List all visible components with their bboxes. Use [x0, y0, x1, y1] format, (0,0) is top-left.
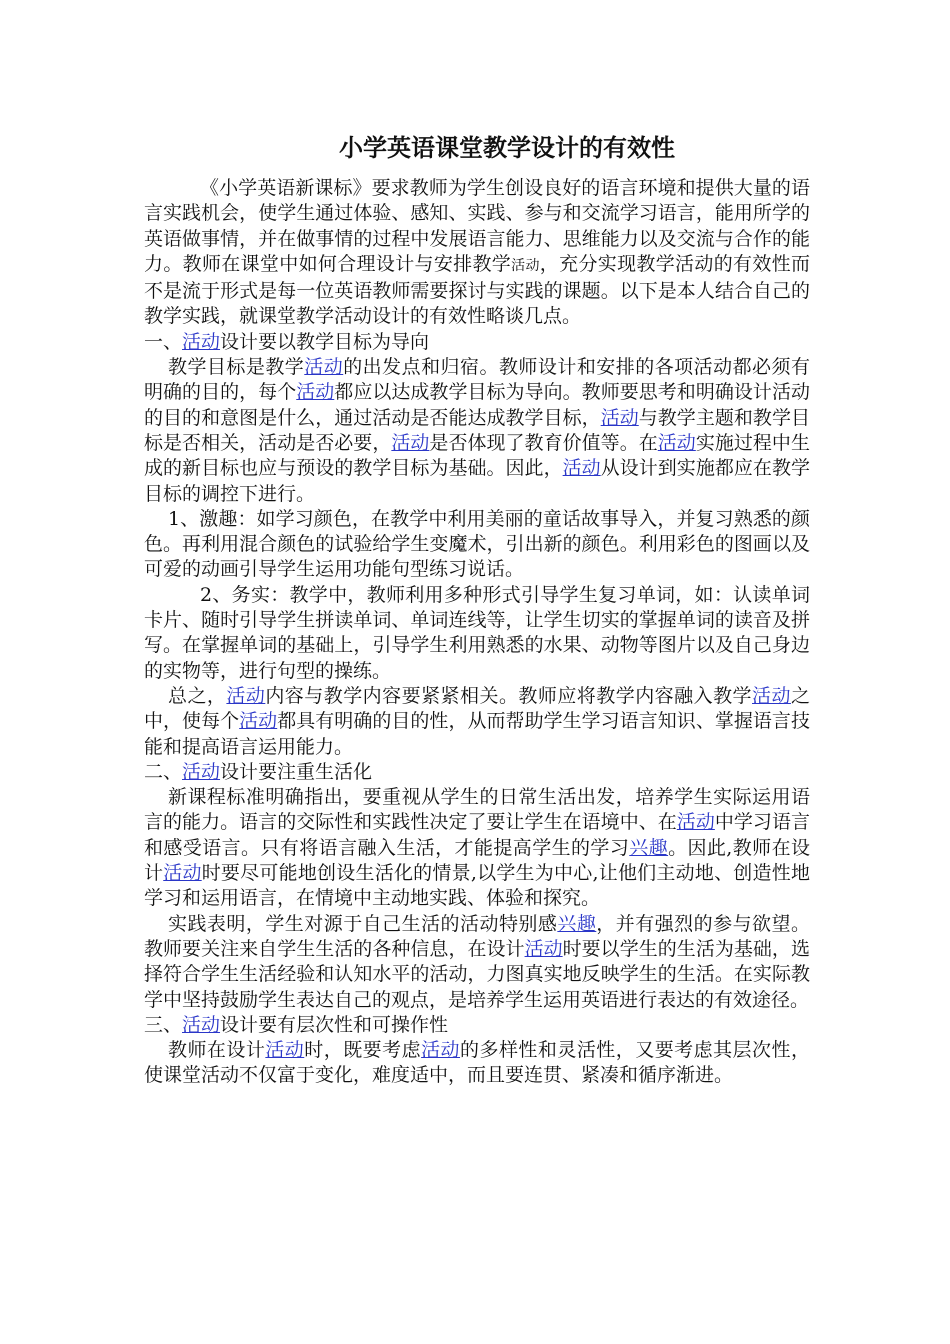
- link-activity[interactable]: 活动: [226, 684, 266, 707]
- link-activity[interactable]: 活动: [421, 1039, 461, 1062]
- link-activity[interactable]: 活动: [163, 862, 202, 885]
- text: 实施过程中生成的新目标也应与预设的教学目标为基础。因此，: [144, 431, 810, 480]
- text: 的多样性和灵活性，又要考虑其层次性，使课堂活动不仅富于变化，难度适中，而且要连贯、紧凑和循序渐进。: [144, 1039, 810, 1087]
- text: 时，既要考虑: [304, 1039, 422, 1062]
- text: 教学目标是教学: [168, 356, 305, 379]
- text: 都应以达成教学目标为导向。教师要思考和明确设计活动的目的和意图是什么，通过活动是否能达成教学目标，: [144, 381, 810, 429]
- section-1-summary: [144, 684, 810, 760]
- heading-number: 一、: [144, 330, 183, 353]
- link-activity[interactable]: 活动: [752, 684, 791, 707]
- link-activity[interactable]: 活动: [304, 356, 344, 379]
- text: 时要尽可能地创设生活化的情景,以学生为中心,让他们主动地、创造性地学习和运用语言，在情境中主动地实践、体验和探究。: [144, 862, 810, 910]
- list-item-1: 1、激趣：如学习颜色，在教学中利用美丽的童话故事导入，并复习熟悉的颜色。再利用混合颜色的试验给学生变魔术，引出新的颜色。利用彩色的图画以及可爱的动画引导学生运用功能句型练习说话。: [144, 507, 810, 581]
- heading-text: 设计要以教学目标为导向: [220, 330, 430, 353]
- link-activity[interactable]: 活动: [657, 431, 696, 454]
- text: 总之，: [168, 684, 227, 707]
- section-1-paragraph: [144, 355, 810, 507]
- section-heading-3: [144, 1013, 810, 1038]
- text: 与教学主题和教学目标是否相关，活动是否必要，: [144, 406, 810, 454]
- text: 。因此,教师在设计: [144, 836, 810, 885]
- intro-paragraph: [144, 176, 810, 330]
- text: 的出发点和归宿。教师设计和安排的各项活动都必须有明确的目的，每个: [144, 356, 810, 404]
- page-title: 小学英语课堂教学设计的有效性: [339, 133, 675, 162]
- list-item-2: 2、务实：教学中，教师利用多种形式引导学生复习单词，如：认读单词卡片、随时引导学生拼读单词、单词连线等，让学生切实的掌握单词的读音及拼写。在掌握单词的基础上，引导学生利用熟悉的水果、动物等图片以及自己身边的实物等，进行句型的操练。: [144, 583, 810, 682]
- text: 中学习语言和感受语言。只有将语言融入生活，才能提高学生的学习: [144, 811, 810, 859]
- text: ，并有强烈的参与欲望。教师要关注来自学生生活的各种信息，在设计: [144, 912, 810, 960]
- text: 从设计到实施都应在教学目标的调控下进行。: [144, 457, 810, 505]
- text: 时要以学生的生活为基础，选择符合学生生活经验和认知水平的活动，力图真实地反映学生的生活。在实际教学中坚持鼓励学生表达自己的观点，是培养学生运用英语进行表达的有效途径。: [144, 937, 810, 1011]
- text: 都具有明确的目的性，从而帮助学生学习语言知识、掌握语言技能和提高语言运用能力。: [144, 710, 810, 758]
- section-2-paragraph: [144, 785, 810, 911]
- text: 实践表明，学生对源于自己生活的活动特别感: [168, 912, 558, 935]
- text: 内容与教学内容要紧紧相关。教师应将教学内容融入教学: [265, 684, 753, 707]
- section-3-paragraph: [144, 1038, 810, 1089]
- text: 《小学英语新课标》要求教师为学生创设良好的语言环境和提供大量的语言实践机会，使学生通过体验、感知、实践、参与和交流学习语言，能用所学的英语做事情，并在做事情的过程中发展语言能力、思维能力以及交流与合作的能力。教师在课堂中如何合理设计与安排教学: [144, 177, 810, 275]
- link-activity[interactable]: 活动: [562, 457, 601, 480]
- text: 教师在设计: [168, 1039, 266, 1062]
- text-small: 活动: [511, 257, 540, 274]
- heading-number: 二、: [144, 760, 183, 783]
- link-activity[interactable]: 活动: [296, 381, 335, 404]
- section-2-paragraph-b: [144, 912, 810, 1013]
- document-body: [144, 176, 810, 1089]
- text: ，充分实现教学活动的有效性而不是流于形式是每一位英语教师需要探讨与实践的课题。以下是本人结合自己的教学实践，就课堂教学活动设计的有效性略谈几点。: [144, 252, 810, 328]
- link-activity[interactable]: 活动: [391, 431, 430, 454]
- text: 之中，使每个: [144, 684, 810, 733]
- link-activity[interactable]: 活动: [239, 710, 278, 733]
- section-heading-1: [144, 330, 810, 355]
- text: 是否体现了教育价值等。在: [429, 431, 658, 454]
- section-heading-2: [144, 760, 810, 785]
- link-activity[interactable]: 活动: [265, 1039, 305, 1062]
- heading-text: 设计要有层次性和可操作性: [220, 1013, 449, 1036]
- heading-number: 三、: [144, 1013, 183, 1036]
- link-activity[interactable]: 活动: [676, 811, 715, 834]
- link-activity[interactable]: 活动: [524, 937, 563, 960]
- link-activity[interactable]: 活动: [600, 406, 639, 429]
- link-activity[interactable]: 活动: [182, 760, 221, 783]
- text: 新课程标准明确指出，要重视从学生的日常生活出发，培养学生实际运用语言的能力。语言的交际性和实践性决定了要让学生在语境中、在: [144, 786, 810, 834]
- link-interest[interactable]: 兴趣: [557, 912, 597, 935]
- link-activity[interactable]: 活动: [182, 330, 221, 353]
- link-interest[interactable]: 兴趣: [629, 836, 669, 859]
- link-activity[interactable]: 活动: [182, 1013, 221, 1036]
- heading-text: 设计要注重生活化: [220, 760, 373, 783]
